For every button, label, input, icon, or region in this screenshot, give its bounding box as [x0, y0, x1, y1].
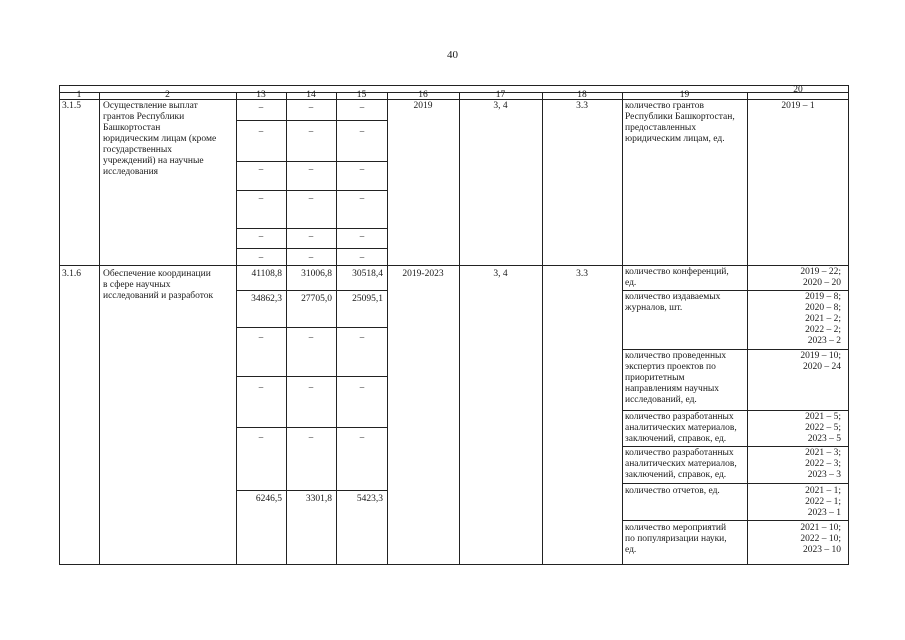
- header-cell: 20: [793, 85, 803, 95]
- indicator-line: [622, 290, 849, 291]
- dash: –: [308, 193, 314, 203]
- dash: –: [308, 102, 314, 112]
- dash: –: [308, 382, 314, 392]
- dash: –: [359, 332, 365, 342]
- dash: –: [359, 432, 365, 442]
- row-number: 3.1.5: [62, 101, 81, 111]
- subrow-line: [236, 190, 387, 191]
- dash: –: [258, 164, 264, 174]
- fin-value: 6246,5: [255, 494, 282, 504]
- indicator-line: [622, 446, 849, 447]
- subrow-line: [236, 376, 387, 377]
- fin-value: 41108,8: [251, 269, 282, 279]
- header-cell: 16: [418, 90, 428, 100]
- dash: –: [359, 193, 365, 203]
- dash: –: [258, 193, 264, 203]
- dash: –: [258, 382, 264, 392]
- row-number: 3.1.6: [62, 269, 81, 279]
- year-cell: 2019: [413, 101, 433, 111]
- subrow-line: [236, 120, 387, 121]
- header-cell: 2: [165, 90, 170, 100]
- fin-value: 27705,0: [301, 294, 332, 304]
- col-line: [542, 92, 543, 565]
- dash: –: [258, 332, 264, 342]
- dash: –: [258, 102, 264, 112]
- col-line: [459, 92, 460, 565]
- subrow-line: [236, 427, 387, 428]
- indicator-line: [622, 520, 849, 521]
- fin-value: 31006,8: [301, 269, 332, 279]
- page-number: 40: [447, 49, 458, 61]
- fin-value: 34862,3: [251, 294, 282, 304]
- dash: –: [258, 252, 264, 262]
- value-cell: 2019 – 1: [781, 101, 815, 111]
- dash: –: [308, 126, 314, 136]
- fin-value: 25095,1: [352, 294, 383, 304]
- row-separator: [59, 265, 849, 266]
- goal-cell: 3.3: [576, 269, 588, 279]
- header-cell: 17: [495, 90, 506, 100]
- subrow-line: [236, 327, 387, 328]
- dash: –: [359, 102, 365, 112]
- header-cell: 1: [76, 90, 82, 100]
- header-cell: 14: [306, 90, 316, 100]
- dash: –: [308, 432, 314, 442]
- dash: –: [258, 432, 264, 442]
- header-cell: 15: [356, 90, 367, 100]
- indicator-line: [622, 349, 849, 350]
- dash: –: [359, 252, 365, 262]
- dash: –: [359, 164, 365, 174]
- header-cell: 18: [577, 90, 587, 100]
- fin-value: 5423,3: [356, 494, 383, 504]
- tasks-cell: 3, 4: [493, 101, 508, 111]
- dash: –: [359, 126, 365, 136]
- col-line: [99, 92, 100, 565]
- dash: –: [308, 231, 314, 241]
- years-cell: 2019-2023: [402, 269, 444, 279]
- subrow-line: [236, 248, 387, 249]
- dash: –: [308, 332, 314, 342]
- indicator-line: [622, 410, 849, 411]
- dash: –: [308, 164, 314, 174]
- fin-value: 3301,8: [305, 494, 332, 504]
- dash: –: [359, 231, 365, 241]
- subrow-line: [236, 161, 387, 162]
- dash: –: [258, 126, 264, 136]
- indicator-line: [622, 483, 849, 484]
- subrow-line: [236, 490, 387, 491]
- col-line: [387, 92, 388, 565]
- dash: –: [359, 382, 365, 392]
- subrow-line: [236, 228, 387, 229]
- dash: –: [258, 231, 264, 241]
- header-cell: 13: [256, 90, 266, 100]
- dash: –: [308, 252, 314, 262]
- tasks-cell: 3, 4: [493, 269, 508, 279]
- header-cell: 19: [679, 90, 690, 100]
- fin-value: 30518,4: [352, 269, 383, 279]
- col-line: [622, 92, 623, 565]
- subrow-line: [236, 290, 387, 291]
- goal-cell: 3.3: [576, 101, 588, 111]
